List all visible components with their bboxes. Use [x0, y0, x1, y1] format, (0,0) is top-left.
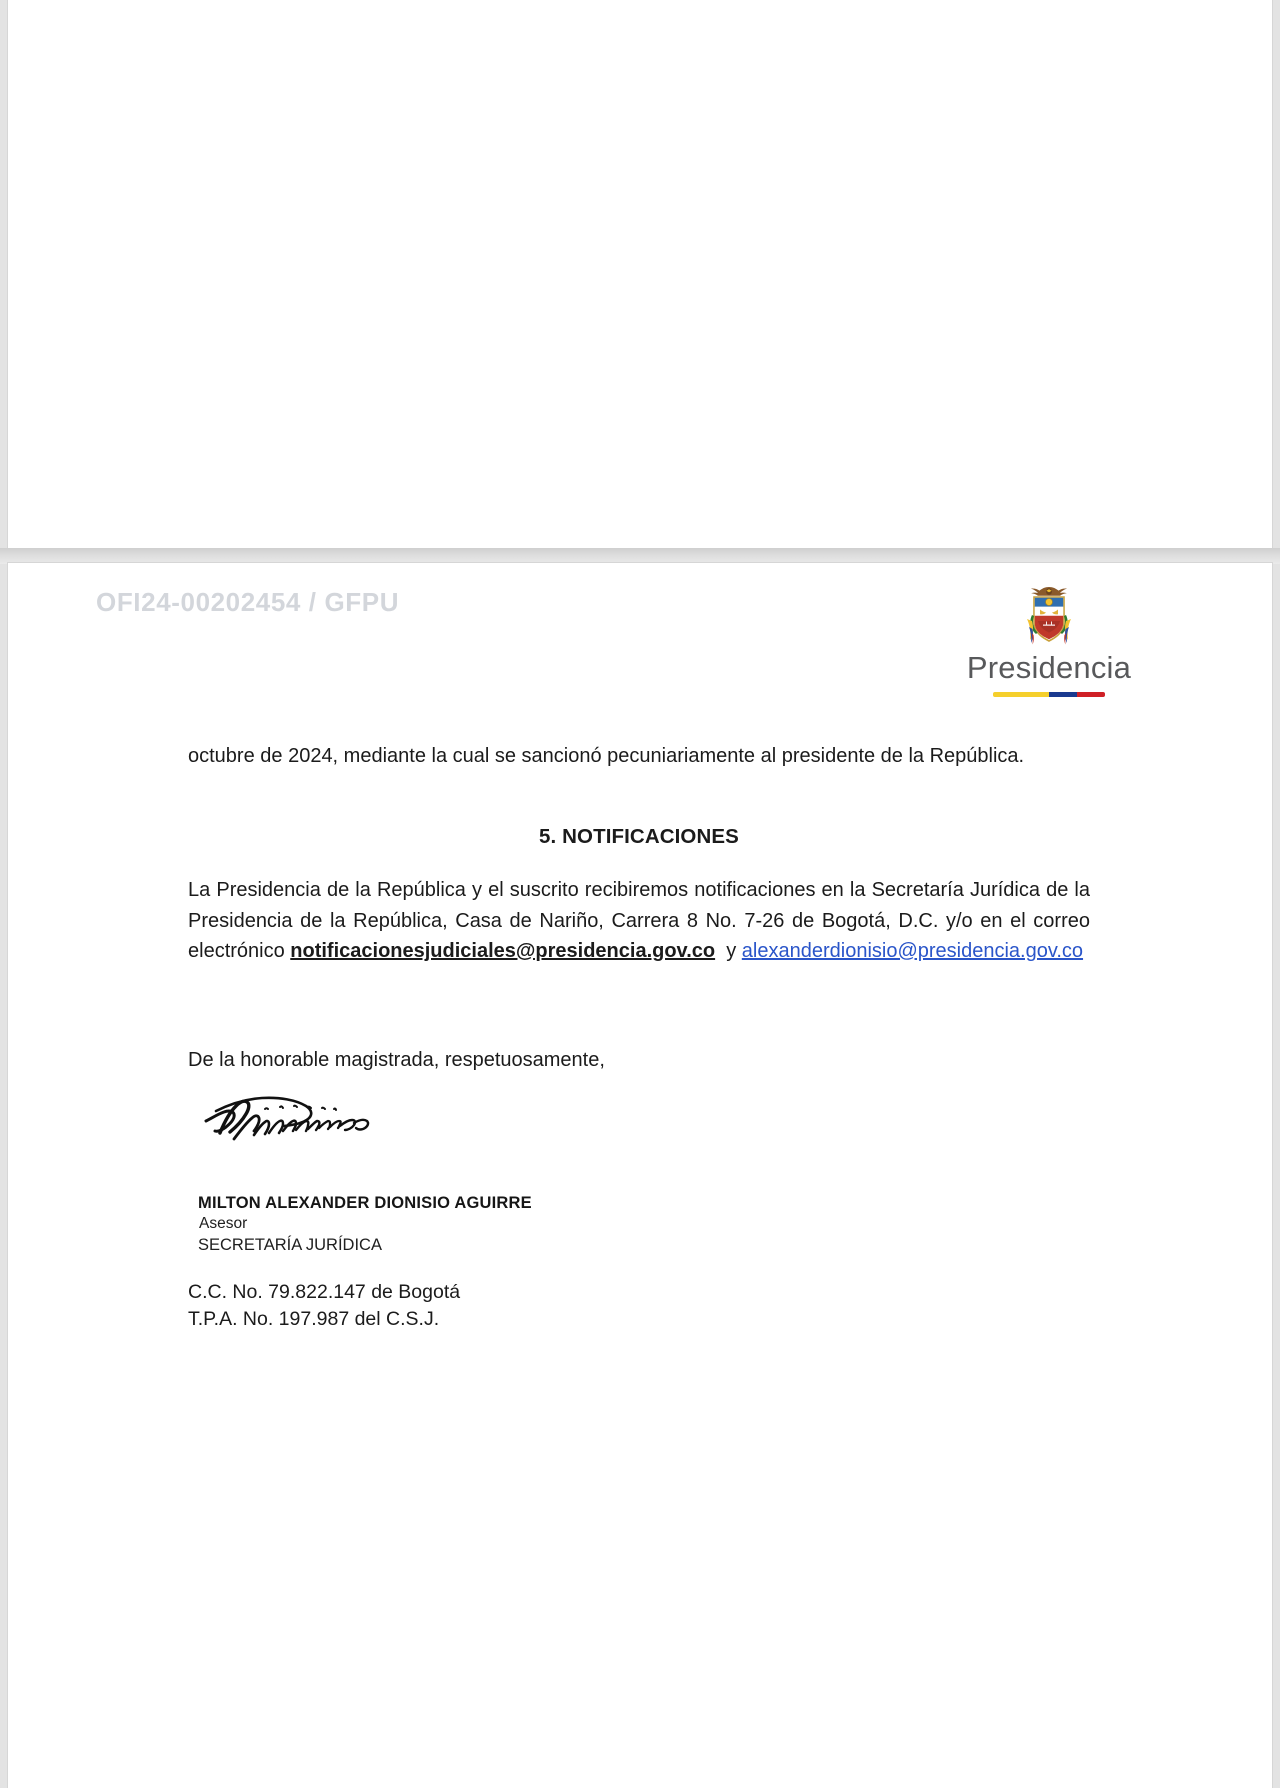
- email-primary[interactable]: notificacionesjudiciales@presidencia.gov.co: [290, 940, 716, 962]
- signer-identifiers: [188, 1279, 460, 1333]
- brand-wordmark: Presidencia: [966, 650, 1132, 685]
- section-5-heading: 5. NOTIFICACIONES: [539, 825, 739, 848]
- document-page-2: [8, 563, 1272, 1788]
- email-secondary[interactable]: alexanderdionisio@presidencia.gov.co: [741, 940, 1084, 962]
- signer-role: Asesor: [199, 1215, 248, 1232]
- colombia-flag-bar: [993, 692, 1105, 697]
- signer-cc: C.C. No. 79.822.147 de Bogotá: [188, 1281, 461, 1303]
- signer-tpa: T.P.A. No. 197.987 del C.S.J.: [188, 1308, 440, 1330]
- section-5-paragraph: [188, 875, 1090, 967]
- section-5-text-lead: La Presidencia de la República y el suscrito recibiremos notificaciones en la Secretaría Jurídica de la Presidencia de la República, Casa de Nariño, Carrera 8 No. 7-26 de Bogotá, D.C. y/o en el correo electrónico: [188, 879, 1090, 962]
- signer-name: MILTON ALEXANDER DIONISIO AGUIRRE: [198, 1194, 532, 1212]
- signer-department: SECRETARÍA JURÍDICA: [198, 1236, 382, 1254]
- section-5-conjunction: y: [726, 940, 737, 962]
- document-reference-watermark: OFI24-00202454 / GFPU: [96, 587, 400, 617]
- closing-line: De la honorable magistrada, respetuosamente,: [188, 1049, 605, 1071]
- colombia-coat-of-arms-icon: [1018, 583, 1080, 647]
- signer-block: [198, 1193, 898, 1256]
- handwritten-signature-image: [198, 1087, 518, 1157]
- presidencia-brand: [934, 583, 1164, 697]
- document-page-1: [8, 0, 1272, 550]
- page-separator: [0, 548, 1280, 564]
- paragraph-octubre: octubre de 2024, mediante la cual se sancionó pecuniariamente al presidente de la República.: [188, 745, 1025, 767]
